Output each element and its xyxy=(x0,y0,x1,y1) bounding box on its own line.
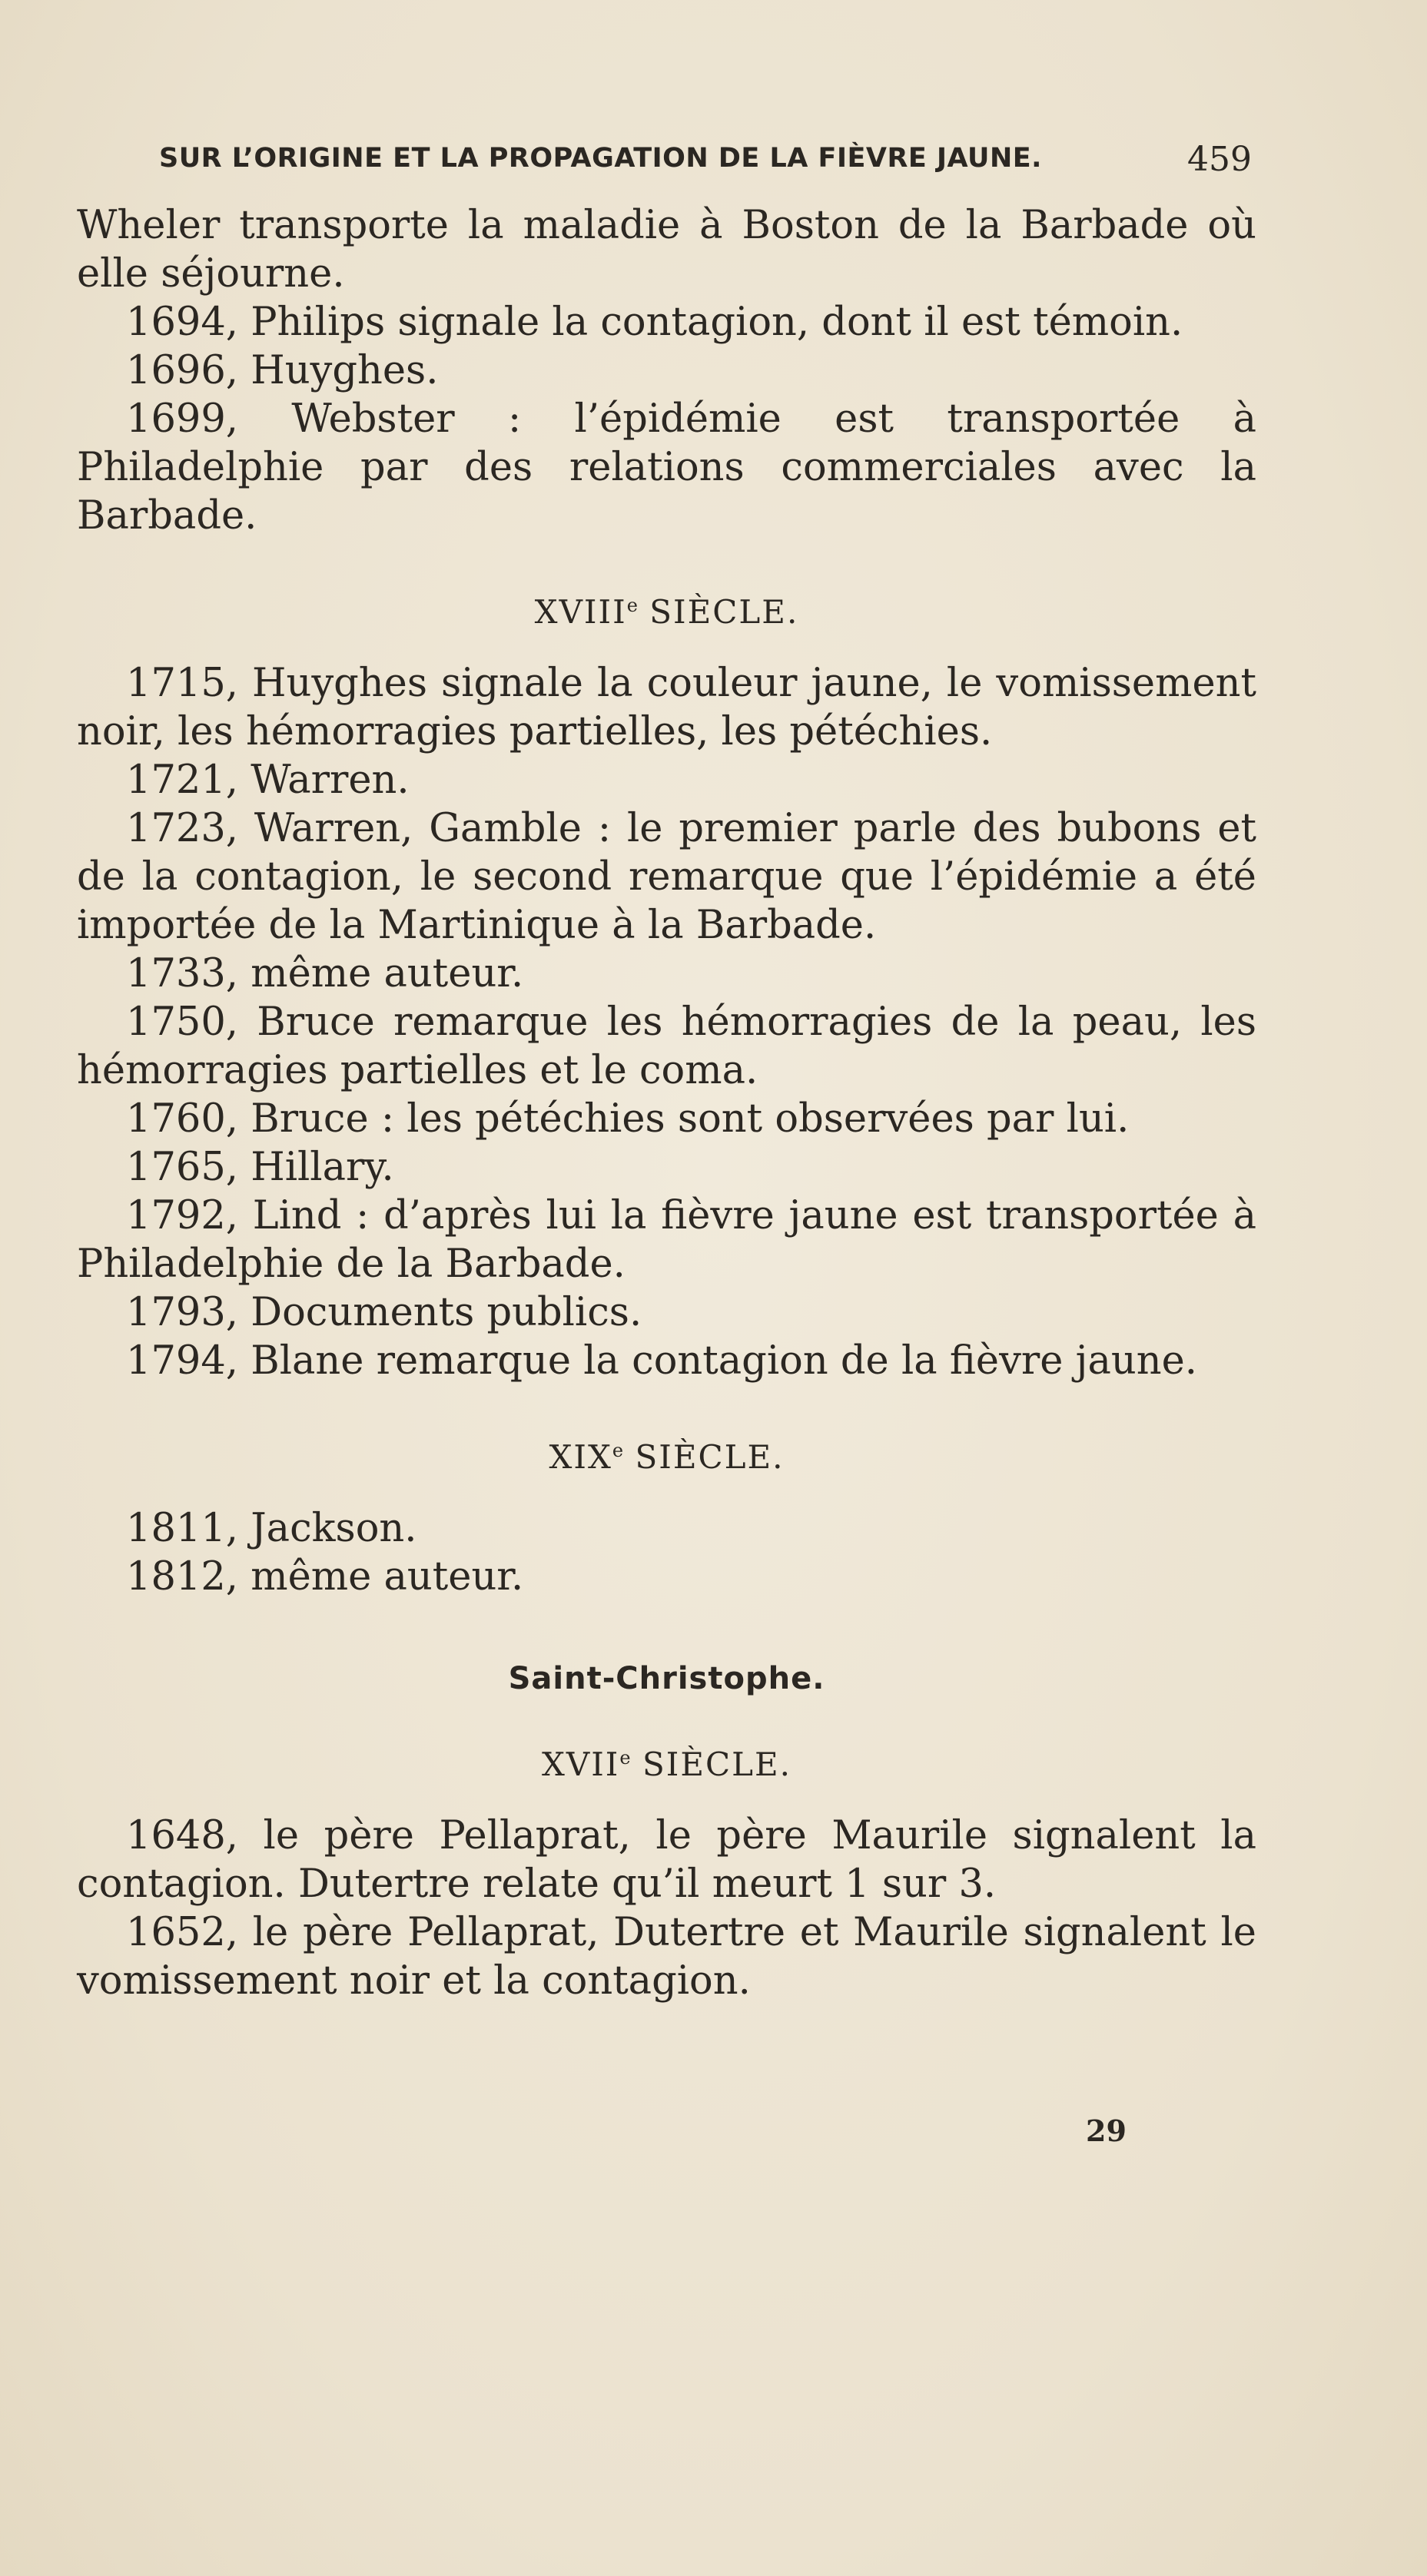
running-title: SUR L’ORIGINE ET LA PROPAGATION DE LA FIÈVRE JAUNE. xyxy=(159,143,1042,174)
century-superscript: e xyxy=(612,1440,624,1461)
entry-1652: 1652, le père Pellaprat, Dutertre et Maurile signalent le vomissement noir et la contagion. xyxy=(77,1910,1256,2004)
entry-1793: 1793, Documents publics. xyxy=(126,1290,642,1335)
century-heading-17th xyxy=(77,1734,1256,1789)
entry-1733: 1733, même auteur. xyxy=(126,951,524,996)
century-roman: XVIII xyxy=(534,593,627,631)
century-superscript: e xyxy=(619,1747,631,1769)
body-text xyxy=(77,201,1256,2005)
entry-1699: 1699, Webster : l’épidémie est transportée à Philadelphie par des relations commerciales avec la Barbade. xyxy=(77,396,1256,539)
entry-1760: 1760, Bruce : les pétéchies sont observées par lui. xyxy=(126,1096,1130,1142)
entry-1812: 1812, même auteur. xyxy=(126,1554,524,1600)
page-number: 459 xyxy=(1187,140,1252,179)
entry-1721: 1721, Warren. xyxy=(126,758,410,803)
entry-1765: 1765, Hillary. xyxy=(126,1145,394,1190)
century-word: SIÈCLE. xyxy=(635,1438,785,1476)
century-roman: XIX xyxy=(549,1438,612,1476)
entry-1715: 1715, Huyghes signale la couleur jaune, le vomissement noir, les hémorragies partielles, les pétéchies. xyxy=(77,661,1256,754)
entry-1794: 1794, Blane remarque la contagion de la fièvre jaune. xyxy=(126,1338,1197,1384)
signature-mark: 29 xyxy=(1086,2114,1127,2148)
entry-1792: 1792, Lind : d’après lui la fièvre jaune est transportée à Philadelphie de la Barbade. xyxy=(77,1193,1256,1287)
running-head xyxy=(159,140,1258,189)
century-word: SIÈCLE. xyxy=(642,1746,792,1783)
century-word: SIÈCLE. xyxy=(649,593,799,631)
entry-1696: 1696, Huyghes. xyxy=(126,348,439,393)
entry-1723: 1723, Warren, Gamble : le premier parle des bubons et de la contagion, le second remarque que l’épidémie a été importée de la Martinique à la Barbade. xyxy=(77,806,1256,948)
century-roman: XVII xyxy=(541,1746,620,1783)
entry-1811: 1811, Jackson. xyxy=(126,1506,417,1551)
paragraph-wheler: Wheler transporte la maladie à Boston de la Barbade où elle séjourne. xyxy=(77,203,1256,297)
place-heading: Saint-Christophe. xyxy=(508,1661,825,1696)
entry-1694: 1694, Philips signale la contagion, dont il est témoin. xyxy=(126,300,1183,345)
entry-1648: 1648, le père Pellaprat, le père Maurile signalent la contagion. Dutertre relate qu’il meurt 1 sur 3. xyxy=(77,1813,1256,1907)
century-heading-18th xyxy=(77,582,1256,636)
entry-1750: 1750, Bruce remarque les hémorragies de la peau, les hémorragies partielles et le coma. xyxy=(77,1000,1256,1093)
century-superscript: e xyxy=(626,595,638,616)
century-heading-19th xyxy=(77,1427,1256,1481)
